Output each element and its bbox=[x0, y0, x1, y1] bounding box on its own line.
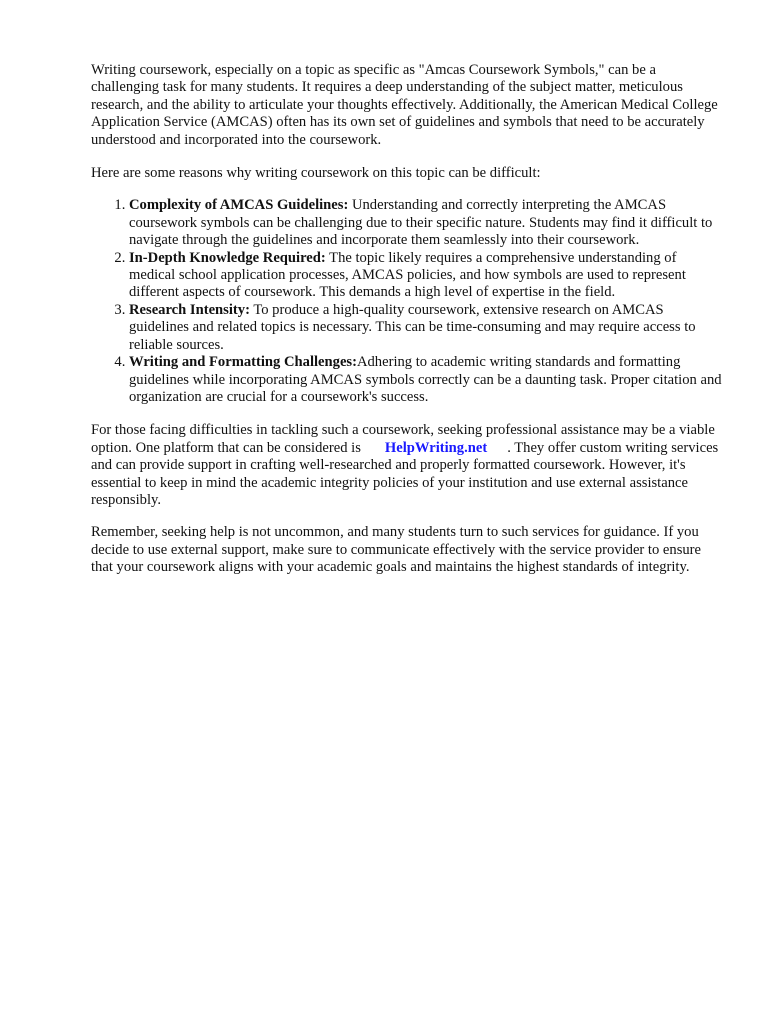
help-text-before: For those facing difficulties in tackling such a coursework, seeking professional assistance may be a viable option. One platform that can be considered is bbox=[91, 422, 715, 456]
help-text-after: . They offer custom writing services and can provide support in crafting well-researched and properly formatted coursework. However, it's essential to keep in mind the academic integrity policies of your institution and use external assistance responsibly. bbox=[91, 439, 719, 508]
reason-text: Understanding and correctly interpreting the AMCAS coursework symbols can be challenging due to their specific nature. Students may find it difficult to navigate through the guidelines and incorporate them seamlessly into their coursework. bbox=[129, 197, 713, 249]
helpwriting-link[interactable]: HelpWriting.net bbox=[384, 439, 488, 456]
document-page bbox=[91, 62, 723, 577]
reason-text: The topic likely requires a comprehensive understanding of medical school application processes, AMCAS policies, and how symbols are used to represent different aspects of coursework. This demands a high level of expertise in the field. bbox=[129, 249, 686, 301]
reason-text: To produce a high-quality coursework, extensive research on AMCAS guidelines and related topics is necessary. This can be time-consuming and may require access to reliable sources. bbox=[129, 301, 696, 353]
intro-paragraph: Writing coursework, especially on a topic as specific as "Amcas Coursework Symbols," can be a challenging task for many students. It requires a deep understanding of the subject matter, meticulous research, and the ability to articulate your thoughts effectively. Additionally, the American Medical College Application Service (AMCAS) often has its own set of guidelines and symbols that need to be accurately understood and incorporated into the coursework. bbox=[91, 62, 718, 148]
reason-text: Adhering to academic writing standards and formatting guidelines while incorporating AMCAS symbols correctly can be a daunting task. Proper citation and organization are crucial for a coursework's success. bbox=[129, 354, 722, 405]
list-item bbox=[129, 197, 723, 249]
reasons-lead-paragraph: Here are some reasons why writing coursework on this topic can be difficult: bbox=[91, 165, 541, 182]
reason-title: Writing and Formatting Challenges: bbox=[129, 354, 357, 371]
closing-paragraph: Remember, seeking help is not uncommon, and many students turn to such services for guidance. If you decide to use external support, make sure to communicate effectively with the service provider to ensure that your coursework aligns with your academic goals and maintains the highest standards of integrity. bbox=[91, 524, 702, 576]
list-item bbox=[129, 302, 723, 354]
help-paragraph bbox=[91, 422, 723, 509]
reason-title: Complexity of AMCAS Guidelines: bbox=[129, 197, 349, 214]
reasons-list bbox=[91, 197, 723, 406]
list-item bbox=[129, 250, 723, 302]
list-item bbox=[129, 354, 723, 406]
reason-title: In-Depth Knowledge Required: bbox=[129, 249, 326, 266]
reason-title: Research Intensity: bbox=[129, 301, 250, 318]
